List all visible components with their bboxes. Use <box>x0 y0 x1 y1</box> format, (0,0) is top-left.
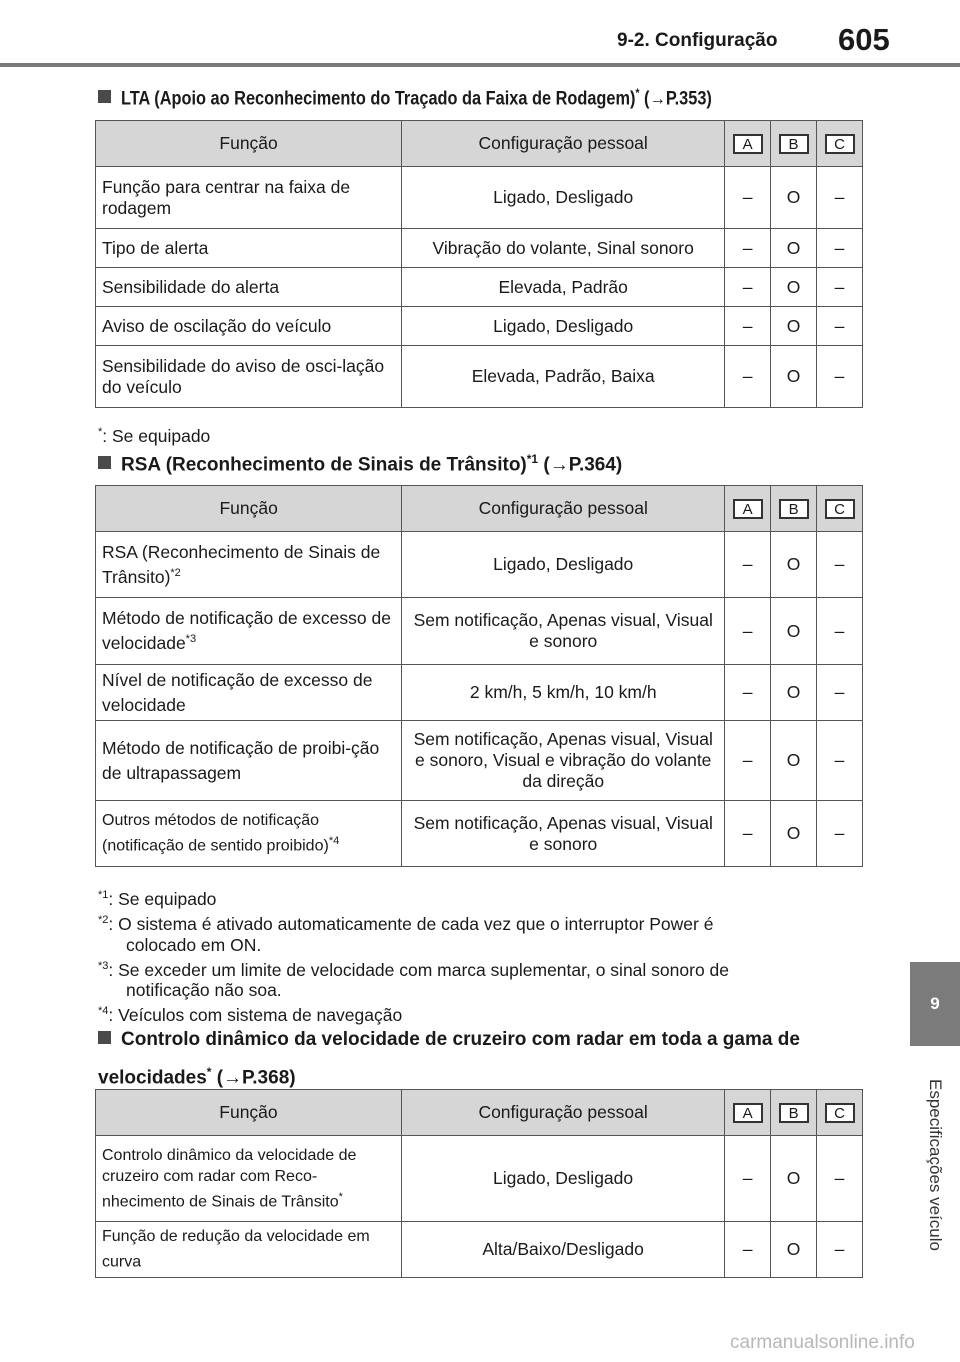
header-divider <box>0 63 960 67</box>
bullet-square-icon <box>98 1031 111 1044</box>
table-row: Função de redução da velocidade em curva Alta/Baixo/Desligado – O – <box>96 1222 863 1278</box>
chapter-label: Especificações veículo <box>926 1079 945 1251</box>
table-row: Sensibilidade do aviso de osci-lação do veículo Elevada, Padrão, Baixa – O – <box>96 346 863 408</box>
col-c-label: C <box>825 499 855 519</box>
bullet-square-icon <box>98 90 111 103</box>
acc-heading: Controlo dinâmico da velocidade de cruzeiro com radar em toda a gama de velocidades* (→P.368) <box>98 1029 800 1089</box>
footnote: $^{*3}$: Se exceder um limite de velocidade com marca suplementar, o sinal sonoro de notificação não soa. <box>98 959 729 1001</box>
col-c-label: C <box>825 1103 855 1123</box>
table-row: RSA (Reconhecimento de Sinais de Trânsito)$^{*2}$ Ligado, Desligado – O – <box>96 532 863 598</box>
bullet-square-icon <box>98 456 111 469</box>
col-header-config: Configuração pessoal <box>402 486 725 532</box>
footnote: $^{*1}$: Se equipado <box>98 888 217 909</box>
watermark: carmanualsonline.info <box>730 1332 915 1353</box>
table-row: Outros métodos de notificação (notificação de sentido proibido)$^{*4}$ Sem notificação, Apenas visual, Visual e sonoro – O – <box>96 801 863 867</box>
table-header-row <box>96 1090 863 1136</box>
table-row: Tipo de alerta Vibração do volante, Sinal sonoro – O – <box>96 229 863 268</box>
table-row: Sensibilidade do alerta Elevada, Padrão – O – <box>96 268 863 307</box>
col-header-function: Função <box>96 121 402 167</box>
col-header-function: Função <box>96 1090 402 1136</box>
table-row: Controlo dinâmico da velocidade de cruzeiro com radar com Reco-nhecimento de Sinais de Trânsito* Ligado, Desligado – O – <box>96 1136 863 1222</box>
col-a-label: A <box>733 134 763 154</box>
table-header-row <box>96 486 863 532</box>
col-b-label: B <box>779 499 809 519</box>
chapter-tab[interactable]: 9 <box>910 962 960 1046</box>
lta-heading: LTA (Apoio ao Reconhecimento do Traçado da Faixa de Rodagem)* (→P.353) <box>98 86 808 110</box>
acc-table <box>95 1089 863 1278</box>
table-row: Nível de notificação de excesso de velocidade 2 km/h, 5 km/h, 10 km/h – O – <box>96 665 863 721</box>
table-header-row <box>96 121 863 167</box>
col-header-function: Função <box>96 486 402 532</box>
col-a-label: A <box>733 499 763 519</box>
table-row: Aviso de oscilação do veículo Ligado, Desligado – O – <box>96 307 863 346</box>
rsa-table <box>95 485 863 867</box>
col-header-config: Configuração pessoal <box>402 121 725 167</box>
lta-footnote: *: Se equipado <box>98 425 211 446</box>
col-b-label: B <box>779 134 809 154</box>
rsa-heading: RSA (Reconhecimento de Sinais de Trânsito)$^{*1}$ (→P.364) <box>98 452 622 476</box>
col-header-config: Configuração pessoal <box>401 1090 724 1136</box>
table-row: Método de notificação de proibi-ção de ultrapassagem Sem notificação, Apenas visual, Visual e sonoro, Visual e vibração do volante da direção – O – <box>96 721 863 801</box>
footnote: $^{*2}$: O sistema é ativado automaticamente de cada vez que o interruptor Power é colocado em ON. <box>98 913 714 955</box>
table-row: Função para centrar na faixa de rodagem Ligado, Desligado – O – <box>96 167 863 229</box>
footnote: $^{*4}$: Veículos com sistema de navegação <box>98 1005 403 1026</box>
table-row: Método de notificação de excesso de velocidade$^{*3}$ Sem notificação, Apenas visual, Visual e sonoro – O – <box>96 598 863 665</box>
page-header <box>0 0 960 70</box>
lta-table <box>95 120 863 408</box>
col-a-label: A <box>733 1103 763 1123</box>
section-title: 9-2. Configuração <box>617 30 778 51</box>
rsa-footnotes <box>98 885 858 1026</box>
col-b-label: B <box>779 1103 809 1123</box>
col-c-label: C <box>825 134 855 154</box>
page-number: 605 <box>838 22 890 57</box>
